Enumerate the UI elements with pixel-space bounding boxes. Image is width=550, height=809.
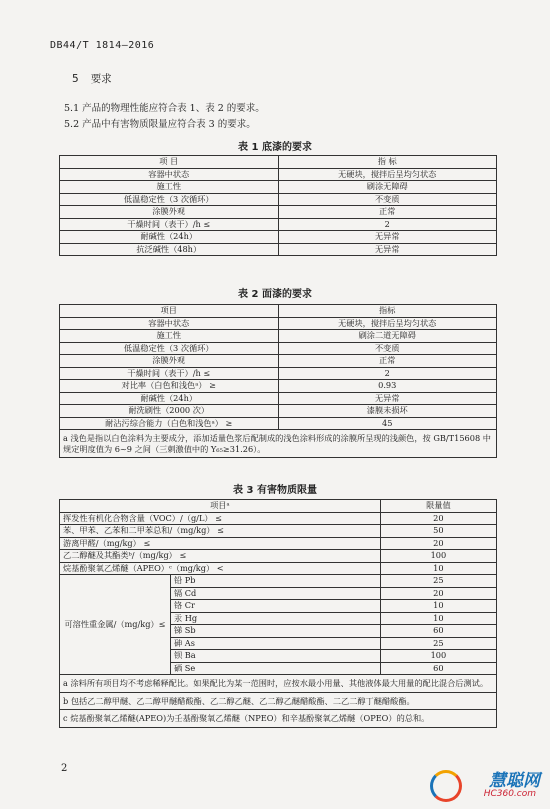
header-cell: 项 目 — [60, 156, 279, 169]
table-row — [60, 330, 497, 343]
value-cell: 刷涂无障碍 — [278, 181, 497, 194]
metal-value-cell: 10 — [380, 612, 496, 625]
table-note-row — [60, 675, 497, 693]
table2-caption: 表 2 面漆的要求 — [238, 289, 312, 300]
metal-name-cell: 锑 Sb — [171, 625, 381, 638]
watermark-site: HC360.com — [483, 789, 536, 799]
item-cell: 容器中状态 — [60, 317, 279, 330]
header-cell: 项目 — [60, 305, 279, 318]
table-row — [60, 380, 497, 393]
value-cell: 2 — [278, 367, 497, 380]
metal-name-cell: 铅 Pb — [171, 575, 381, 588]
metal-value-cell: 60 — [380, 662, 496, 675]
value-cell: 20 — [380, 537, 496, 550]
metal-name-cell: 汞 Hg — [171, 612, 381, 625]
item-cell: 抗泛碱性（48h） — [60, 243, 279, 256]
metal-name-cell: 镉 Cd — [171, 587, 381, 600]
value-cell: 0.93 — [278, 380, 497, 393]
table3-caption: 表 3 有害物质限量 — [233, 485, 317, 496]
table-header-row — [60, 156, 497, 169]
table-row — [60, 317, 497, 330]
metal-value-cell: 10 — [380, 600, 496, 613]
value-cell: 45 — [278, 417, 497, 430]
metal-value-cell: 20 — [380, 587, 496, 600]
paragraph-5-2: 5.2 产品中有害物质限量应符合表 3 的要求。 — [64, 119, 256, 130]
table-row — [60, 367, 497, 380]
item-cell: 干燥时间（表干）/h ≤ — [60, 218, 279, 231]
logo-mark-icon — [430, 770, 462, 802]
metal-value-cell: 25 — [380, 637, 496, 650]
item-cell: 涂膜外观 — [60, 355, 279, 368]
table2-note: a 浅色是指以白色涂料为主要成分，添加适量色浆后配制成的浅色涂料形成的涂膜所呈现的浅颜色，按 GB/T15608 中规定明度值为 6~9 之间（三刺激值中的 Y₆₅≥31.26）。 — [60, 430, 497, 458]
table3-note-c: c 烷基酚聚氧乙烯醚(APEO)为壬基酚聚氧乙烯醚（NPEO）和辛基酚聚氧乙烯醚（OPEO）的总和。 — [60, 710, 497, 728]
value-cell: 10 — [380, 562, 496, 575]
header-cell: 项目ᵃ — [60, 500, 381, 513]
table-row — [60, 355, 497, 368]
table-row — [60, 537, 497, 550]
metal-name-cell: 钡 Ba — [171, 650, 381, 663]
watermark-brand: 慧聪网 — [489, 771, 540, 791]
table-row — [60, 405, 497, 418]
section-title: 要求 — [90, 73, 112, 85]
item-cell: 低温稳定性（3 次循环） — [60, 342, 279, 355]
table-row — [60, 575, 497, 588]
table-note-row — [60, 430, 497, 458]
table-header-row — [60, 305, 497, 318]
item-cell: 游离甲醛/（mg/kg） ≤ — [60, 537, 381, 550]
table-note-row — [60, 710, 497, 728]
table3-note-a: a 涂料所有项目均不考虑稀释配比。如果配比为某一范围时，应按水最小用量、其他液体最大用量的配比混合后测试。 — [60, 675, 497, 693]
header-cell: 限量值 — [380, 500, 496, 513]
table-row — [60, 525, 497, 538]
heavy-metal-label: 可溶性重金属/（mg/kg）≤ — [60, 575, 171, 675]
table-row — [60, 512, 497, 525]
table-row — [60, 243, 497, 256]
item-cell: 干燥时间（表干）/h ≤ — [60, 367, 279, 380]
metal-name-cell: 硒 Se — [171, 662, 381, 675]
section-number: 5 — [72, 73, 79, 85]
metal-value-cell: 100 — [380, 650, 496, 663]
value-cell: 不变质 — [278, 342, 497, 355]
metal-value-cell: 25 — [380, 575, 496, 588]
table1 — [59, 155, 497, 256]
table-row — [60, 193, 497, 206]
table-row — [60, 417, 497, 430]
item-cell: 施工性 — [60, 181, 279, 194]
item-cell: 烷基酚聚氧乙烯醚（APEO）ᶜ（mg/kg） < — [60, 562, 381, 575]
item-cell: 耐沾污综合能力（白色和浅色ᵃ） ≥ — [60, 417, 279, 430]
item-cell: 乙二醇醚及其酯类ᵇ/（mg/kg） ≤ — [60, 550, 381, 563]
value-cell: 正常 — [278, 355, 497, 368]
section-heading — [72, 71, 124, 86]
table-header-row — [60, 500, 497, 513]
item-cell: 低温稳定性（3 次循环） — [60, 193, 279, 206]
value-cell: 刷涂二道无障碍 — [278, 330, 497, 343]
item-cell: 施工性 — [60, 330, 279, 343]
value-cell: 无异常 — [278, 392, 497, 405]
value-cell: 无异常 — [278, 231, 497, 244]
item-cell: 对比率（白色和浅色ᵃ） ≥ — [60, 380, 279, 393]
item-cell: 耐碱性（24h） — [60, 231, 279, 244]
item-cell: 容器中状态 — [60, 168, 279, 181]
table-row — [60, 231, 497, 244]
standard-number: DB44/T 1814—2016 — [50, 40, 155, 51]
value-cell: 无硬块，搅拌后呈均匀状态 — [278, 168, 497, 181]
metal-name-cell: 砷 As — [171, 637, 381, 650]
table2 — [59, 304, 497, 458]
header-cell: 指 标 — [278, 156, 497, 169]
table-note-row — [60, 692, 497, 710]
value-cell: 正常 — [278, 206, 497, 219]
watermark-logo — [430, 766, 540, 806]
value-cell: 50 — [380, 525, 496, 538]
table-row — [60, 206, 497, 219]
table3 — [59, 499, 497, 728]
item-cell: 耐洗刷性（2000 次） — [60, 405, 279, 418]
table-row — [60, 342, 497, 355]
metal-name-cell: 铬 Cr — [171, 600, 381, 613]
item-cell: 苯、甲苯、乙苯和二甲苯总和/（mg/kg） ≤ — [60, 525, 381, 538]
value-cell: 2 — [278, 218, 497, 231]
table-row — [60, 392, 497, 405]
value-cell: 漆膜未损坏 — [278, 405, 497, 418]
table1-caption: 表 1 底漆的要求 — [238, 142, 312, 153]
table-row — [60, 218, 497, 231]
metal-value-cell: 60 — [380, 625, 496, 638]
table-row — [60, 168, 497, 181]
table-row — [60, 550, 497, 563]
value-cell: 无硬块，搅拌后呈均匀状态 — [278, 317, 497, 330]
value-cell: 无异常 — [278, 243, 497, 256]
table-row — [60, 562, 497, 575]
table3-note-b: b 包括乙二醇甲醚、乙二醇甲醚醋酸酯、乙二醇乙醚、乙二醇乙醚醋酸酯、二乙二醇丁醚醋酸酯。 — [60, 692, 497, 710]
value-cell: 100 — [380, 550, 496, 563]
value-cell: 20 — [380, 512, 496, 525]
table-row — [60, 181, 497, 194]
value-cell: 不变质 — [278, 193, 497, 206]
paragraph-5-1: 5.1 产品的物理性能应符合表 1、表 2 的要求。 — [64, 103, 265, 114]
item-cell: 挥发性有机化合物含量（VOC）/（g/L） ≤ — [60, 512, 381, 525]
item-cell: 涂膜外观 — [60, 206, 279, 219]
page-number: 2 — [61, 763, 68, 774]
header-cell: 指标 — [278, 305, 497, 318]
item-cell: 耐碱性（24h） — [60, 392, 279, 405]
